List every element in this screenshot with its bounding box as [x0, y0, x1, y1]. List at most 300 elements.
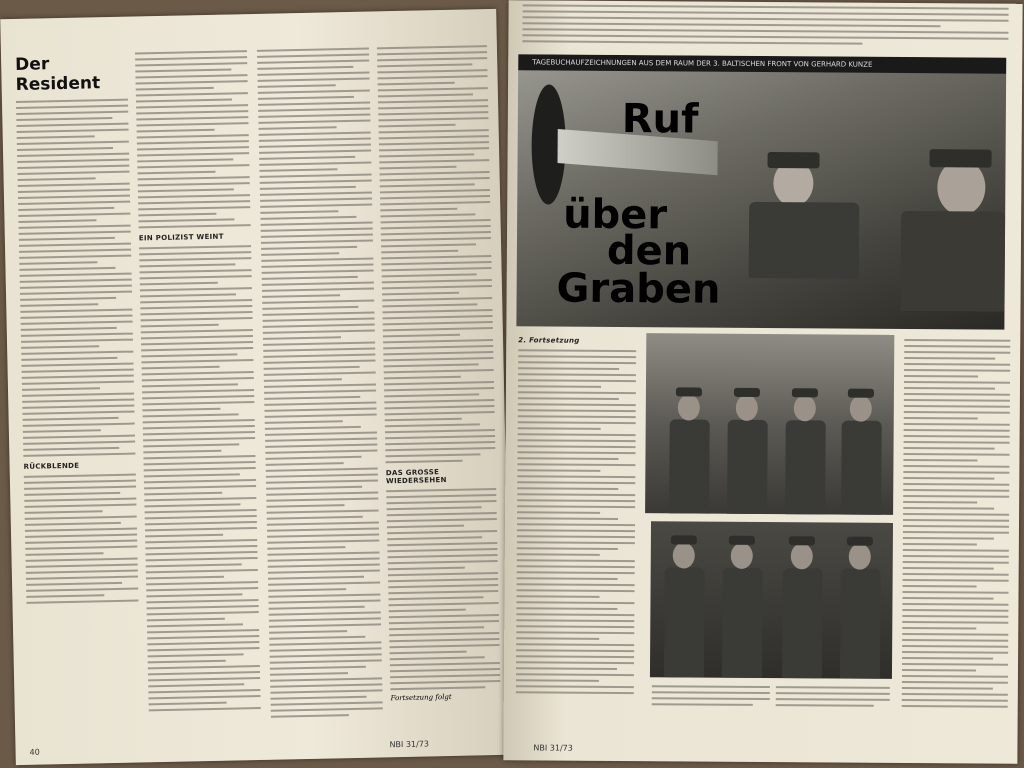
text-line	[136, 87, 214, 91]
text-line	[147, 647, 259, 651]
text-line	[142, 383, 238, 387]
text-line	[26, 588, 138, 592]
text-line	[388, 567, 465, 571]
text-line	[266, 491, 378, 495]
text-line	[261, 228, 373, 232]
soldier-row	[651, 521, 893, 523]
soldier-row	[646, 333, 894, 335]
text-line	[263, 347, 375, 351]
text-line	[16, 117, 112, 121]
text-line	[267, 539, 379, 543]
text-line	[268, 588, 346, 592]
text-line	[22, 375, 134, 379]
text-line	[26, 570, 138, 574]
text-line	[25, 510, 103, 514]
text-block	[257, 48, 383, 718]
text-line	[265, 431, 377, 435]
text-line	[145, 545, 257, 549]
text-line	[903, 483, 1009, 486]
text-line	[146, 599, 258, 603]
text-line	[144, 492, 222, 496]
text-line	[145, 551, 257, 555]
text-line	[136, 110, 248, 114]
text-line	[258, 108, 370, 112]
text-line	[390, 651, 467, 655]
text-line	[148, 660, 226, 664]
text-line	[383, 351, 493, 355]
text-line	[268, 569, 380, 573]
group-photo-portrait	[650, 521, 893, 679]
text-line	[143, 455, 255, 459]
text-line	[903, 579, 1009, 582]
text-block	[386, 488, 500, 690]
text-line	[25, 540, 137, 544]
text-line	[517, 481, 635, 484]
text-line	[523, 16, 1009, 21]
text-line	[902, 681, 1008, 684]
text-line	[17, 141, 129, 145]
text-line	[20, 315, 132, 319]
text-line	[140, 293, 236, 297]
text-line	[144, 479, 256, 483]
text-line	[142, 395, 254, 399]
text-line	[516, 655, 634, 658]
text-line	[22, 369, 134, 373]
text-line	[383, 327, 493, 331]
text-line	[142, 389, 254, 393]
text-line	[518, 439, 636, 442]
text-line	[518, 445, 636, 448]
text-line	[258, 90, 370, 94]
group-photo-trees	[645, 333, 894, 515]
text-line	[147, 618, 225, 622]
text-line	[145, 534, 223, 538]
text-line	[261, 240, 373, 244]
text-line	[141, 347, 253, 351]
text-line	[135, 50, 247, 54]
text-line	[518, 349, 636, 352]
text-line	[903, 477, 994, 480]
text-line	[518, 361, 636, 364]
subheading-polizist: EIN POLIZIST WEINT	[138, 232, 224, 243]
text-line	[517, 559, 635, 562]
text-line	[265, 449, 377, 453]
text-line	[518, 373, 636, 376]
text-line	[260, 186, 356, 190]
text-line	[385, 453, 480, 457]
text-line	[518, 421, 636, 424]
title-word-3: den	[606, 227, 692, 275]
text-line	[258, 120, 370, 124]
text-line	[268, 557, 380, 561]
text-line	[902, 621, 1008, 624]
text-line	[904, 399, 1010, 402]
text-line	[902, 633, 1008, 636]
title-word-1: Ruf	[621, 96, 699, 143]
text-line	[518, 427, 601, 430]
text-line	[903, 573, 1009, 576]
caption-right	[776, 686, 890, 711]
text-line	[387, 506, 482, 510]
text-line	[518, 397, 619, 400]
text-line	[516, 649, 634, 652]
text-line	[17, 147, 113, 151]
text-line	[146, 563, 242, 567]
text-line	[522, 34, 1008, 39]
text-line	[385, 441, 495, 445]
text-line	[517, 553, 600, 556]
soldier-body	[669, 419, 710, 515]
text-line	[383, 315, 493, 319]
text-line	[377, 45, 487, 49]
text-line	[142, 377, 254, 381]
soldier-body	[722, 568, 763, 678]
text-line	[138, 213, 216, 217]
text-line	[384, 393, 479, 397]
text-line	[18, 183, 130, 187]
text-line	[148, 695, 260, 699]
text-line	[386, 494, 496, 498]
text-line	[262, 276, 358, 280]
text-block	[24, 474, 139, 604]
text-line	[904, 429, 1010, 432]
text-block	[902, 339, 1011, 708]
text-line	[652, 703, 753, 706]
text-line	[258, 84, 336, 88]
text-line	[902, 603, 1008, 606]
text-line	[22, 393, 134, 397]
text-line	[16, 123, 128, 127]
text-line	[903, 561, 1009, 564]
left-column-4	[377, 45, 501, 702]
text-line	[517, 499, 635, 502]
text-line	[23, 429, 101, 433]
text-line	[140, 299, 252, 303]
text-line	[389, 632, 499, 636]
continued-note: Fortsetzung folgt	[390, 692, 452, 703]
text-line	[518, 409, 636, 412]
left-magazine-page	[0, 9, 512, 765]
text-line	[148, 689, 260, 693]
text-line	[377, 57, 487, 61]
text-line	[903, 567, 994, 570]
text-line	[377, 51, 487, 55]
text-line	[261, 252, 339, 256]
text-line	[902, 651, 1008, 654]
text-line	[903, 525, 1009, 528]
text-line	[139, 257, 251, 261]
text-line	[903, 501, 977, 504]
text-line	[26, 582, 122, 586]
text-line	[516, 595, 599, 598]
text-line	[147, 611, 259, 615]
text-line	[271, 714, 349, 718]
subheading-wiedersehen: DAS GROSSE WIEDERSEHEN	[385, 468, 447, 486]
text-line	[264, 383, 376, 387]
soldier-cap	[848, 389, 874, 398]
text-line	[516, 679, 599, 682]
text-line	[139, 251, 251, 255]
text-line	[516, 625, 634, 628]
text-line	[18, 189, 130, 193]
text-line	[383, 339, 493, 343]
text-block	[139, 245, 261, 711]
text-line	[383, 321, 493, 325]
soldier-body	[785, 420, 826, 515]
text-line	[390, 674, 500, 678]
text-line	[259, 132, 371, 136]
text-line	[518, 385, 601, 388]
text-line	[144, 503, 240, 507]
text-line	[264, 396, 360, 400]
text-line	[142, 401, 254, 405]
text-line	[264, 371, 376, 375]
text-block	[652, 685, 770, 706]
issue-label: NBI 31/73	[533, 743, 573, 753]
text-line	[904, 435, 1010, 438]
text-line	[382, 279, 492, 283]
text-line	[263, 353, 375, 357]
text-line	[382, 267, 492, 271]
text-line	[143, 413, 239, 417]
text-line	[517, 583, 635, 586]
text-line	[517, 457, 618, 460]
soldier-cap	[789, 536, 815, 545]
soldier-cap	[767, 152, 819, 168]
text-line	[148, 671, 260, 675]
text-line	[268, 593, 380, 597]
text-line	[903, 537, 994, 540]
text-line	[136, 116, 248, 120]
text-line	[260, 174, 372, 178]
soldier-face	[731, 543, 753, 569]
text-line	[387, 536, 482, 540]
text-line	[21, 339, 133, 343]
text-line	[390, 680, 500, 684]
text-line	[517, 535, 635, 538]
text-line	[265, 456, 361, 460]
text-line	[265, 413, 377, 417]
text-line	[148, 653, 244, 657]
text-line	[20, 297, 116, 301]
text-line	[386, 500, 496, 504]
text-line	[144, 485, 256, 489]
page-number: 40	[29, 747, 40, 757]
text-line	[390, 662, 500, 666]
text-line	[139, 263, 235, 267]
text-line	[148, 665, 260, 669]
text-line	[516, 601, 634, 604]
text-line	[381, 225, 491, 229]
text-line	[382, 303, 477, 307]
text-line	[18, 201, 130, 205]
text-line	[522, 28, 1008, 33]
text-line	[137, 152, 249, 156]
text-line	[379, 159, 489, 163]
text-line	[903, 453, 1009, 456]
text-line	[381, 250, 458, 254]
text-line	[145, 515, 257, 519]
text-line	[263, 336, 341, 340]
text-line	[145, 539, 257, 543]
text-line	[260, 192, 372, 196]
text-line	[22, 399, 134, 403]
text-line	[17, 159, 129, 163]
text-line	[262, 294, 340, 298]
text-line	[25, 528, 137, 532]
text-line	[262, 300, 374, 304]
text-line	[390, 686, 485, 690]
text-line	[26, 564, 138, 568]
text-line	[140, 269, 252, 273]
text-line	[22, 411, 134, 415]
soldier-cap	[792, 388, 818, 397]
text-line	[143, 419, 255, 423]
text-line	[20, 273, 132, 277]
text-line	[137, 164, 249, 168]
text-line	[902, 597, 993, 600]
text-line	[259, 162, 371, 166]
text-line	[389, 614, 499, 618]
text-line	[267, 527, 379, 531]
text-line	[264, 407, 376, 411]
text-line	[269, 611, 381, 615]
text-line	[270, 659, 382, 663]
soldier-body	[727, 420, 768, 515]
text-line	[143, 450, 221, 454]
text-line	[263, 329, 375, 333]
text-line	[146, 581, 258, 585]
text-line	[904, 363, 1010, 366]
text-line	[380, 208, 457, 212]
text-line	[378, 117, 488, 121]
text-line	[902, 669, 976, 672]
text-line	[269, 617, 381, 621]
text-line	[260, 204, 372, 208]
text-line	[517, 565, 635, 568]
soldier-body	[841, 421, 882, 515]
text-line	[384, 381, 494, 385]
text-line	[268, 576, 364, 580]
text-line	[270, 666, 366, 670]
text-line	[18, 177, 96, 181]
text-line	[267, 533, 379, 537]
text-line	[19, 237, 115, 241]
text-line	[387, 525, 464, 529]
text-line	[137, 134, 249, 138]
text-line	[517, 571, 635, 574]
text-line	[390, 668, 500, 672]
text-line	[149, 707, 261, 711]
soldier-cap	[676, 387, 702, 396]
soldier-body	[749, 202, 860, 279]
left-column-1	[15, 53, 139, 608]
text-line	[259, 144, 371, 148]
text-line	[26, 558, 138, 562]
text-line	[516, 673, 634, 676]
text-line	[23, 441, 135, 445]
text-line	[258, 102, 370, 106]
text-line	[17, 153, 129, 157]
text-line	[517, 589, 635, 592]
text-line	[388, 572, 498, 576]
text-line	[384, 369, 494, 373]
text-line	[902, 675, 1008, 678]
text-line	[522, 22, 940, 27]
text-line	[517, 511, 600, 514]
text-line	[265, 437, 377, 441]
text-line	[517, 529, 635, 532]
text-line	[384, 387, 494, 391]
text-line	[262, 282, 374, 286]
text-line	[139, 245, 251, 249]
text-line	[21, 333, 133, 337]
text-block	[776, 686, 890, 707]
text-line	[21, 327, 117, 331]
text-line	[21, 357, 117, 361]
text-line	[260, 180, 372, 184]
left-column-2	[135, 50, 261, 715]
text-line	[141, 341, 253, 345]
text-line	[141, 329, 253, 333]
text-line	[776, 686, 890, 689]
text-line	[138, 200, 250, 204]
text-line	[261, 234, 373, 238]
text-line	[380, 201, 490, 205]
text-line	[266, 473, 378, 477]
text-line	[390, 656, 485, 660]
soldier-body	[840, 569, 881, 679]
text-line	[264, 366, 360, 370]
text-line	[388, 584, 498, 588]
text-line	[263, 359, 375, 363]
text-line	[20, 285, 132, 289]
text-line	[903, 591, 1009, 594]
text-line	[903, 489, 1009, 492]
text-line	[265, 426, 361, 430]
text-line	[776, 692, 890, 695]
text-line	[389, 602, 499, 606]
text-line	[380, 189, 490, 193]
text-line	[382, 297, 492, 301]
text-line	[263, 341, 375, 345]
text-line	[516, 613, 634, 616]
text-line	[140, 275, 252, 279]
text-line	[380, 171, 490, 175]
soldier-body	[664, 567, 705, 677]
text-line	[136, 80, 248, 84]
text-line	[269, 636, 365, 640]
text-line	[18, 213, 130, 217]
right-column-2	[902, 339, 1011, 712]
text-line	[904, 423, 1010, 426]
text-line	[137, 171, 215, 175]
text-line	[270, 689, 382, 693]
text-line	[523, 4, 1009, 9]
text-line	[388, 554, 498, 558]
text-line	[22, 387, 100, 391]
text-line	[902, 627, 976, 630]
text-line	[20, 303, 98, 307]
text-line	[388, 560, 498, 564]
text-line	[141, 324, 219, 328]
text-line	[652, 685, 770, 688]
text-line	[17, 129, 129, 133]
text-line	[23, 453, 135, 457]
text-line	[258, 96, 354, 100]
text-line	[522, 40, 862, 44]
text-line	[652, 697, 770, 700]
